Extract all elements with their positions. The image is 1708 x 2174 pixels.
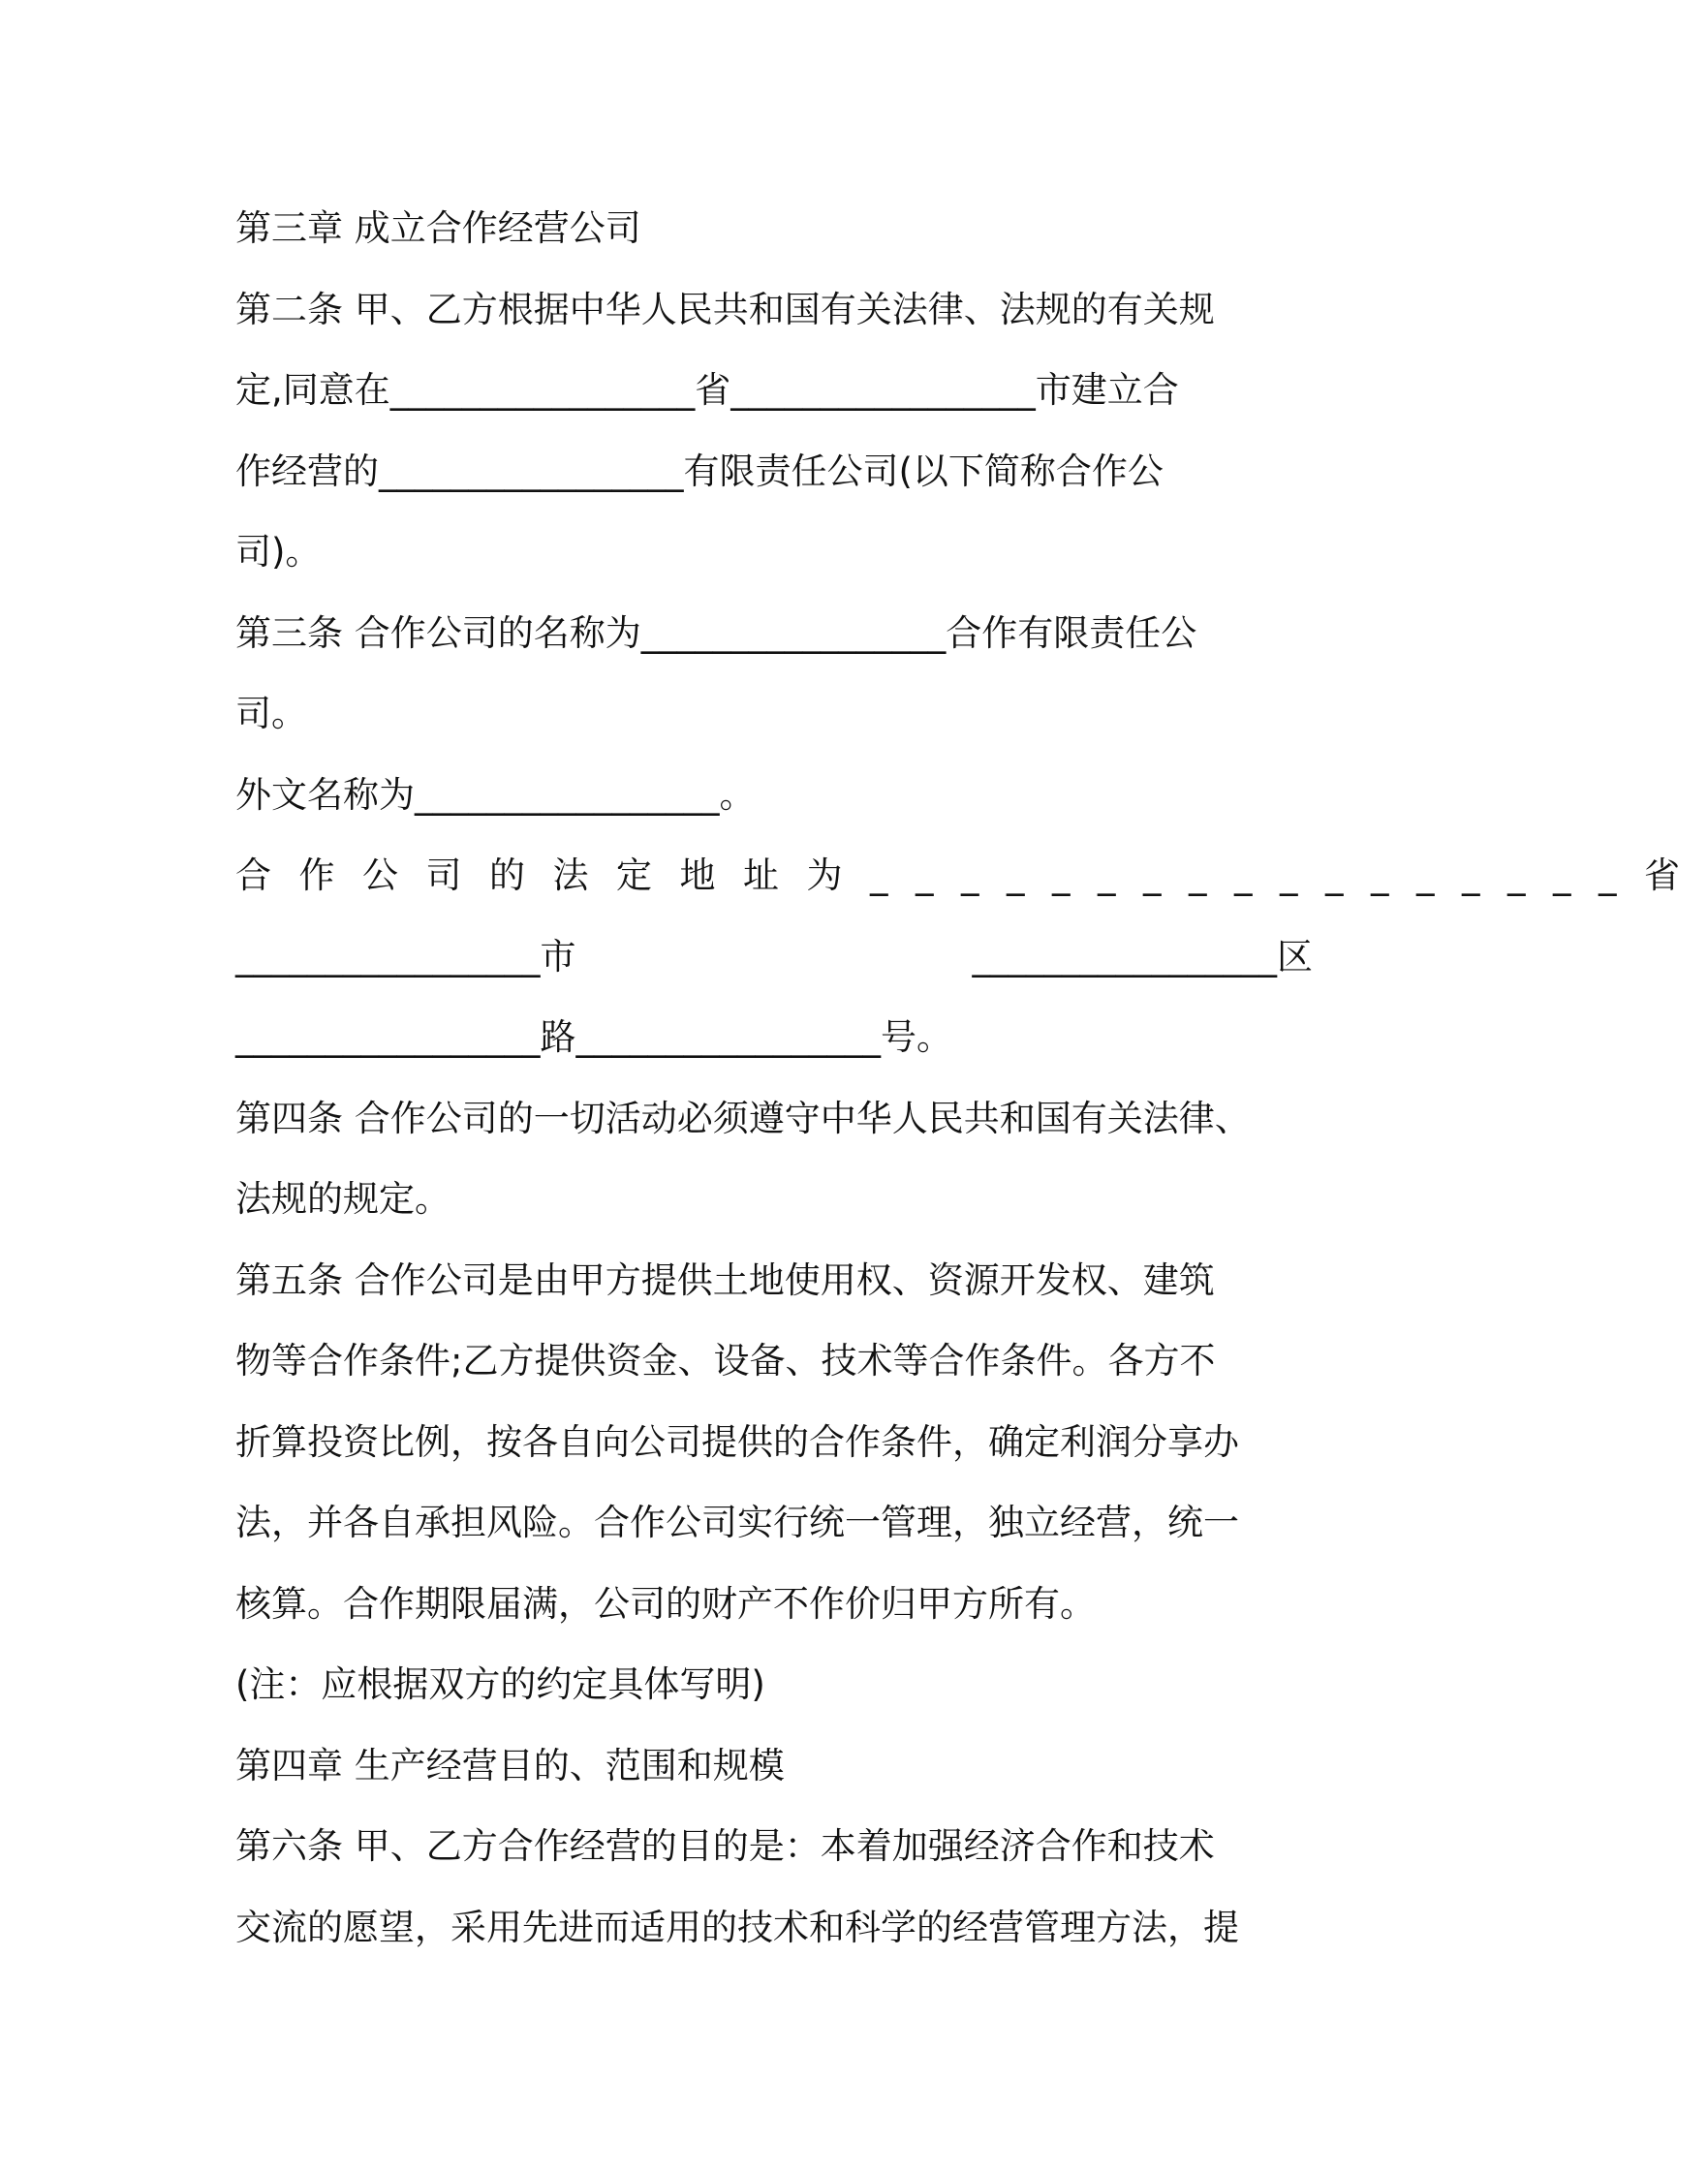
article-text: 第五条 合作公司是由甲方提供土地使用权、资源开发权、建筑 — [235, 1258, 1215, 1301]
article-line: 外文名称为_________________。 — [235, 773, 756, 816]
article-line — [235, 350, 1313, 431]
article-text: 交流的愿望，采用先进而适用的技术和科学的经营管理方法，提 — [235, 1906, 1239, 1948]
article-line — [235, 1402, 1313, 1483]
article-line — [235, 1887, 1313, 1969]
note-line: (注：应根据双方的约定具体写明) — [235, 1663, 765, 1705]
article-text: 第三条 合作公司的名称为_________________合作有限责任公 — [235, 611, 1197, 654]
article-line: 司)。 — [235, 531, 322, 573]
article-text: 定,同意在_________________省_________________市建立合 — [235, 369, 1179, 411]
chapter-heading: 第四章 生产经营目的、范围和规模 — [235, 1744, 785, 1786]
chapter-heading: 第三章 成立合作经营公司 — [235, 207, 641, 249]
legal-address-text: 合作公司的法定地址为_________________省 — [235, 854, 1708, 896]
article-line: 法规的规定。 — [235, 1178, 450, 1220]
article-text: 折算投资比例，按各自向公司提供的合作条件，确定利润分享办 — [235, 1420, 1239, 1463]
article-text: 第二条 甲、乙方根据中华人民共和国有关法律、法规的有关规 — [235, 288, 1215, 330]
article-line — [235, 1320, 1313, 1402]
address-road-line: _________________路_________________号。 — [235, 1016, 952, 1058]
legal-address-line — [235, 835, 1708, 916]
article-text: 作经营的_________________有限责任公司(以下简称合作公 — [235, 450, 1164, 492]
article-line — [235, 1482, 1313, 1564]
article-line: 司。 — [235, 693, 307, 734]
document-body — [235, 188, 1708, 1968]
address-city-blank: _________________市 — [235, 935, 576, 978]
article-line: 核算。合作期限届满，公司的财产不作价归甲方所有。 — [235, 1582, 1096, 1625]
article-line — [235, 1806, 1313, 1887]
article-line — [235, 1240, 1313, 1321]
article-line: 第四条 合作公司的一切活动必须遵守中华人民共和国有关法律、 — [235, 1097, 1251, 1139]
address-city-district-line — [235, 916, 1313, 998]
article-line — [235, 431, 1313, 512]
article-text: 法，并各自承担风险。合作公司实行统一管理，独立经营，统一 — [235, 1502, 1239, 1543]
article-line — [235, 593, 1313, 674]
article-text: 物等合作条件;乙方提供资金、设备、技术等合作条件。各方不 — [235, 1340, 1216, 1382]
article-text: 第六条 甲、乙方合作经营的目的是：本着加强经济合作和技术 — [235, 1825, 1215, 1867]
article-line — [235, 269, 1313, 351]
address-district-blank: _________________区 — [972, 935, 1313, 978]
